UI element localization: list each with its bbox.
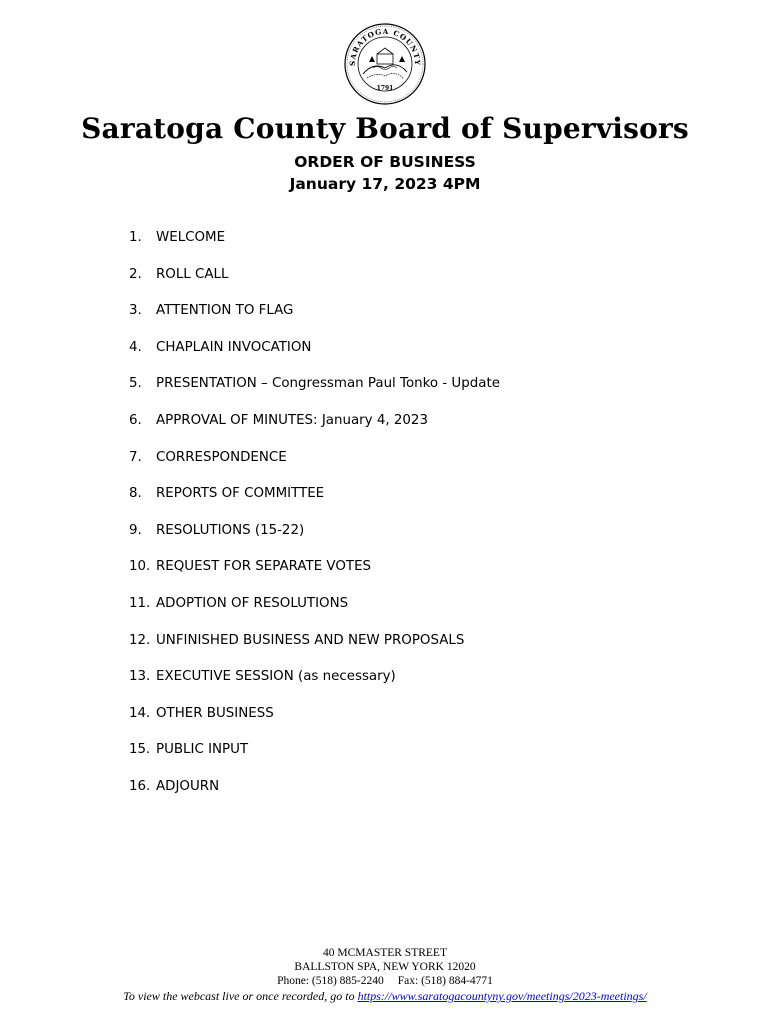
agenda-item-number: 1. <box>129 230 142 245</box>
agenda-item-number: 9. <box>129 522 142 538</box>
footer-street-address: 40 MCMASTER STREET <box>323 947 447 959</box>
agenda-item-number: 16. <box>129 778 151 794</box>
agenda-list <box>129 230 500 816</box>
footer-phone: Phone: (518) 885-2240 <box>277 975 384 987</box>
svg-text:SARATOGA COUNTY: SARATOGA COUNTY <box>347 26 423 67</box>
webcast-text: To view the webcast live or once recorded, go to <box>123 989 355 1003</box>
agenda-item-number: 4. <box>129 339 142 355</box>
agenda-item-approval-of-minutes <box>129 413 500 450</box>
agenda-item-public-input <box>129 742 500 779</box>
agenda-item-adjourn <box>129 779 500 816</box>
footer-webcast-note <box>0 989 770 1003</box>
agenda-item-text: ROLL CALL <box>156 266 229 282</box>
agenda-item-number: 7. <box>129 449 142 465</box>
agenda-item-text: ADJOURN <box>156 778 220 794</box>
agenda-item-welcome <box>129 230 500 267</box>
agenda-item-adoption-of-resolutions <box>129 596 500 633</box>
agenda-item-executive-session <box>129 669 500 706</box>
agenda-item-attention-to-flag <box>129 303 500 340</box>
agenda-item-text: REPORTS OF COMMITTEE <box>156 486 325 502</box>
document-title: ORDER OF BUSINESS <box>294 153 476 171</box>
agenda-item-number: 12. <box>129 632 151 648</box>
agenda-item-text: APPROVAL OF MINUTES: January 4, 2023 <box>156 412 428 428</box>
agenda-item-resolutions <box>129 523 500 560</box>
agenda-item-number: 2. <box>129 266 142 282</box>
agenda-item-number: 11. <box>129 595 151 611</box>
agenda-item-number: 10. <box>129 559 151 575</box>
agenda-item-text: OTHER BUSINESS <box>156 705 274 721</box>
footer-city-address: BALLSTON SPA, NEW YORK 12020 <box>294 961 476 973</box>
agenda-item-text: PRESENTATION – Congressman Paul Tonko - Update <box>156 376 500 392</box>
agenda-item-reports-of-committee <box>129 486 500 523</box>
agenda-item-number: 3. <box>129 303 142 319</box>
footer-fax: Fax: (518) 884-4771 <box>397 975 493 987</box>
agenda-item-chaplain-invocation <box>129 340 500 377</box>
agenda-item-text: REQUEST FOR SEPARATE VOTES <box>156 559 372 575</box>
agenda-item-text: RESOLUTIONS (15-22) <box>156 522 305 538</box>
agenda-item-roll-call <box>129 267 500 304</box>
agenda-item-text: ATTENTION TO FLAG <box>156 303 294 319</box>
footer-contact-numbers <box>0 974 770 988</box>
agenda-item-number: 8. <box>129 486 142 502</box>
board-name-heading: Saratoga County Board of Supervisors <box>81 112 689 145</box>
county-seal-icon <box>343 22 427 106</box>
webcast-link[interactable]: https://www.saratogacountyny.gov/meetings/2023-meetings/ <box>357 989 647 1003</box>
meeting-datetime: January 17, 2023 4PM <box>289 175 481 193</box>
agenda-item-presentation <box>129 376 500 413</box>
agenda-item-correspondence <box>129 450 500 487</box>
agenda-item-number: 6. <box>129 412 142 428</box>
agenda-item-text: UNFINISHED BUSINESS AND NEW PROPOSALS <box>156 632 465 648</box>
agenda-item-text: CHAPLAIN INVOCATION <box>156 339 312 355</box>
agenda-item-text: WELCOME <box>156 230 226 245</box>
agenda-item-number: 5. <box>129 376 142 392</box>
agenda-item-text: CORRESPONDENCE <box>156 449 287 465</box>
agenda-item-request-separate-votes <box>129 559 500 596</box>
agenda-item-other-business <box>129 706 500 743</box>
svg-text:1791: 1791 <box>376 85 394 92</box>
agenda-item-text: ADOPTION OF RESOLUTIONS <box>156 595 349 611</box>
agenda-item-text: PUBLIC INPUT <box>156 742 249 758</box>
agenda-item-number: 13. <box>129 669 151 685</box>
agenda-item-unfinished-business <box>129 633 500 670</box>
agenda-item-text: EXECUTIVE SESSION (as necessary) <box>156 669 396 685</box>
agenda-item-number: 15. <box>129 742 151 758</box>
agenda-item-number: 14. <box>129 705 151 721</box>
